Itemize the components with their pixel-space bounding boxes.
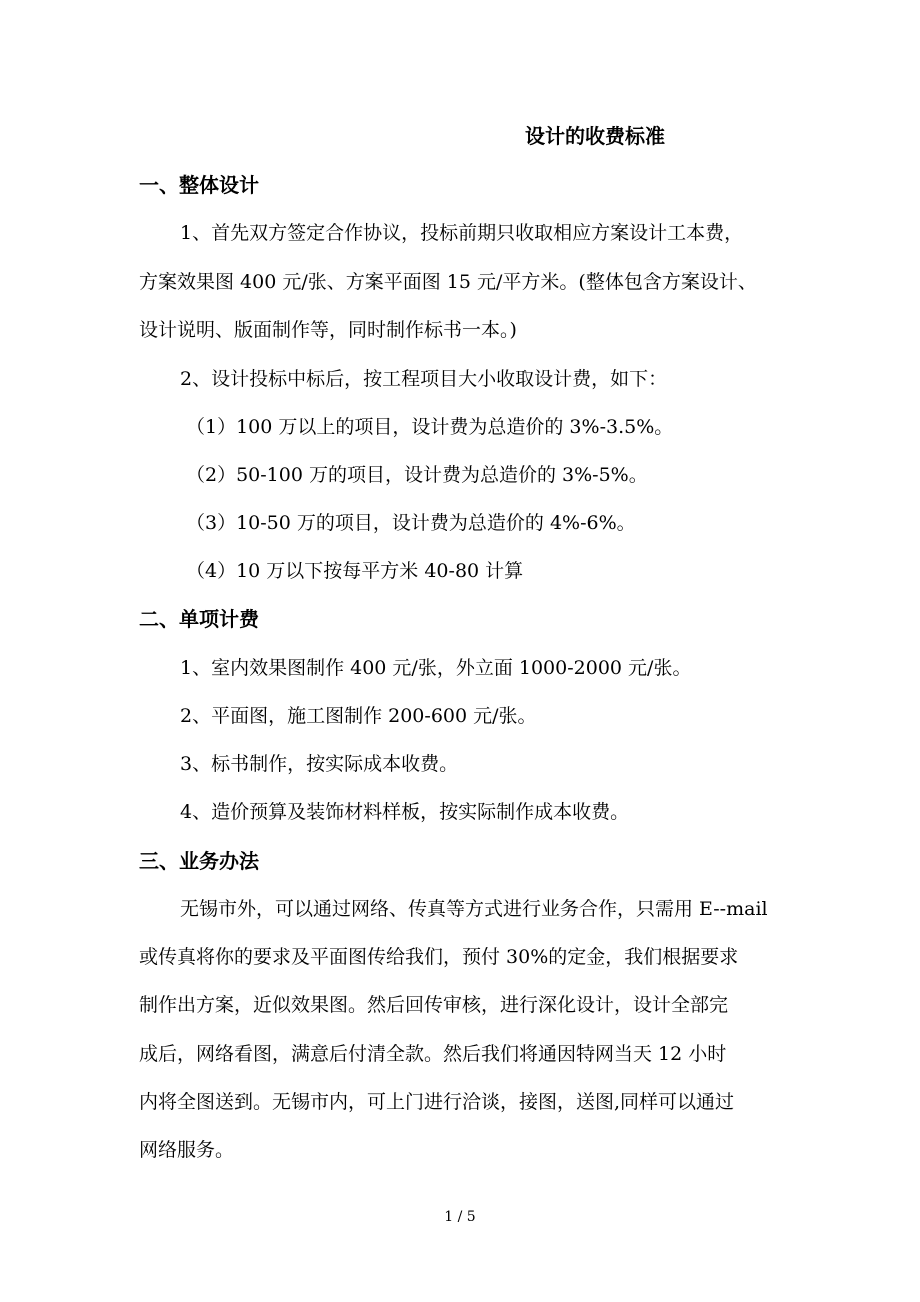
list-item: 4、造价预算及装饰材料样板，按实际制作成本收费。 (180, 801, 630, 823)
list-item: 3、标书制作，按实际成本收费。 (180, 753, 459, 775)
list-item: （2）50-100 万的项目，设计费为总造价的 3%-5%。 (186, 464, 648, 486)
section-heading-itemized-fees: 二、单项计费 (139, 607, 259, 631)
paragraph-line: 网络服务。 (139, 1139, 235, 1161)
paragraph-line: 制作出方案，近似效果图。然后回传审核，进行深化设计，设计全部完 (139, 994, 729, 1016)
paragraph-line: 1、首先双方签定合作协议，投标前期只收取相应方案设计工本费， (180, 222, 744, 244)
section-heading-business-method: 三、业务办法 (139, 849, 259, 873)
page-indicator: 1 / 5 (444, 1209, 476, 1225)
list-item: 1、室内效果图制作 400 元/张，外立面 1000-2000 元/张。 (180, 657, 692, 679)
list-item: 2、平面图，施工图制作 200-600 元/张。 (180, 705, 537, 727)
page-title: 设计的收费标准 (525, 124, 665, 148)
paragraph-line: 或传真将你的要求及平面图传给我们，预付 30%的定金，我们根据要求 (139, 946, 739, 968)
paragraph-line: 无锡市外，可以通过网络、传真等方式进行业务合作，只需用 E--mail (180, 898, 768, 920)
paragraph-line: 方案效果图 400 元/张、方案平面图 15 元/平方米。(整体包含方案设计、 (139, 271, 757, 293)
paragraph-line: 2、设计投标中标后，按工程项目大小收取设计费，如下： (180, 368, 668, 390)
list-item: （3）10-50 万的项目，设计费为总造价的 4%-6%。 (186, 512, 636, 534)
section-heading-overall-design: 一、整体设计 (139, 173, 259, 197)
paragraph-line: 内将全图送到。无锡市内，可上门进行洽谈，接图，送图,同样可以通过 (139, 1091, 735, 1113)
list-item: （1）100 万以上的项目，设计费为总造价的 3%-3.5%。 (186, 416, 674, 438)
list-item: （4）10 万以下按每平方米 40-80 计算 (186, 560, 524, 582)
paragraph-line: 设计说明、版面制作等，同时制作标书一本。) (139, 319, 517, 341)
paragraph-line: 成后，网络看图，满意后付清全款。然后我们将通因特网当天 12 小时 (139, 1043, 727, 1065)
